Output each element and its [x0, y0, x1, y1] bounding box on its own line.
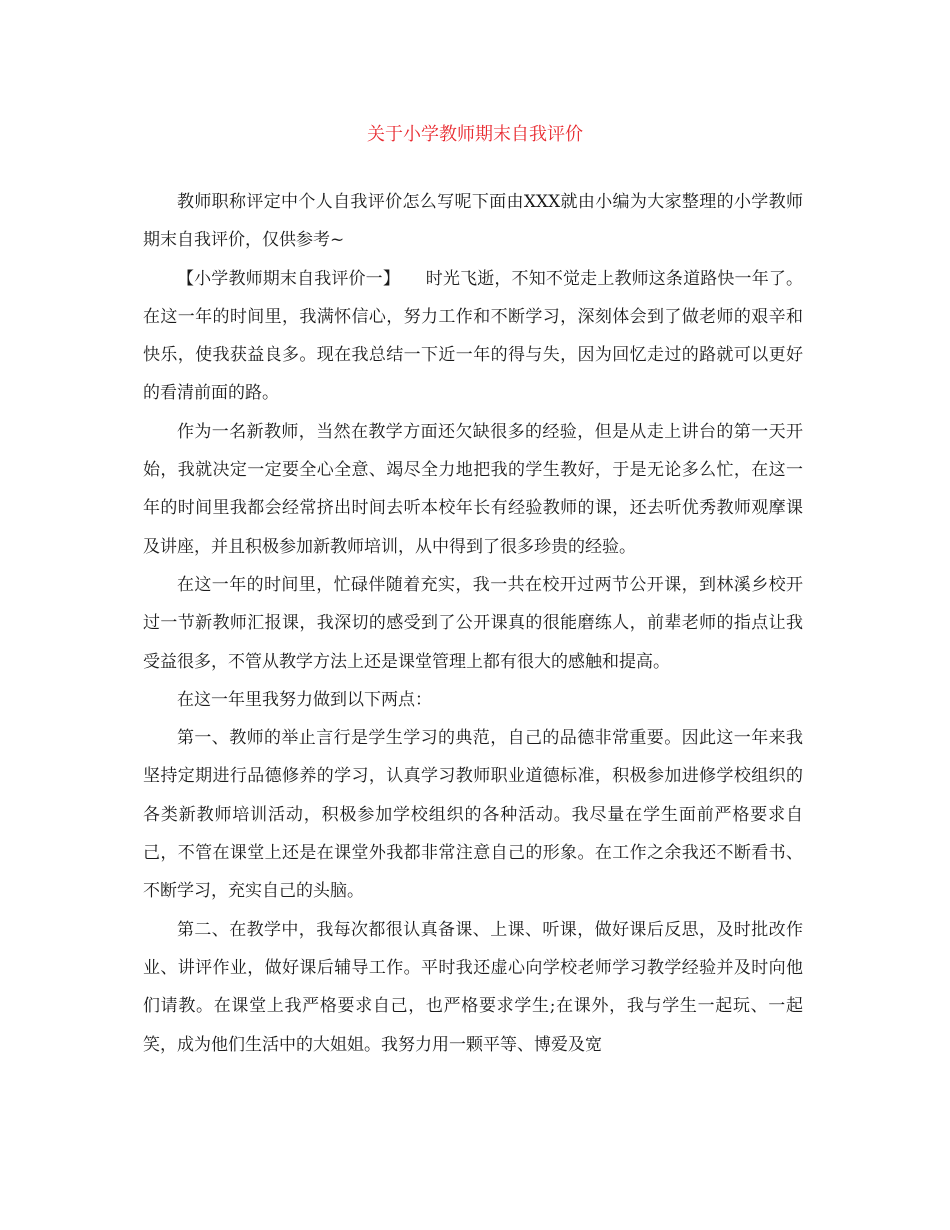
paragraph-point-one: 第一、教师的举止言行是学生学习的典范，自己的品德非常重要。因此这一年来我坚持定期进行品德修养的学习，认真学习教师职业道德标准，积极参加进修学校组织的各类新教师培训活动，积极参加学校组织的各种活动。我尽量在学生面前严格要求自己，不管在课堂上还是在课堂外我都非常注意自己的形象。在工作之余我还不断看书、不断学习，充实自己的头脑。: [143, 728, 803, 902]
paragraph-point-two: 第二、在教学中，我每次都很认真备课、上课、听课，做好课后反思，及时批改作业、讲评作业，做好课后辅导工作。平时我还虚心向学校老师学习教学经验并及时向他们请教。在课堂上我严格要求自己，也严格要求学生;在课外，我与学生一起玩、一起笑，成为他们生活中的大姐姐。我努力用一颗平等、博爱及宽: [143, 919, 803, 1055]
document-title: 关于小学教师期末自我评价: [367, 124, 583, 145]
document-body: [143, 183, 803, 1064]
paragraph-evaluation-one: 【小学教师期末自我评价一】 时光飞逝，不知不觉走上教师这条道路快一年了。在这一年的时间里，我满怀信心，努力工作和不断学习，深刻体会到了做老师的艰辛和快乐，使我获益良多。现在我总结一下近一年的得与失，因为回忆走过的路就可以更好的看清前面的路。: [143, 268, 803, 404]
paragraph-open-class: 在这一年的时间里，忙碌伴随着充实，我一共在校开过两节公开课，到林溪乡校开过一节新教师汇报课，我深切的感受到了公开课真的很能磨练人，前辈老师的指点让我受益很多，不管从教学方法上还是课堂管理上都有很大的感触和提高。: [143, 574, 803, 672]
paragraph-new-teacher: 作为一名新教师，当然在教学方面还欠缺很多的经验，但是从走上讲台的第一天开始，我就决定一定要全心全意、竭尽全力地把我的学生教好，于是无论多么忙，在这一年的时间里我都会经常挤出时间去听本校年长有经验教师的课，还去听优秀教师观摩课及讲座，并且积极参加新教师培训，从中得到了很多珍贵的经验。: [143, 421, 803, 557]
paragraph-intro: 教师职称评定中个人自我评价怎么写呢下面由XXX就由小编为大家整理的小学教师期末自我评价，仅供参考~: [143, 192, 803, 251]
paragraph-two-points: 在这一年里我努力做到以下两点：: [177, 689, 432, 710]
